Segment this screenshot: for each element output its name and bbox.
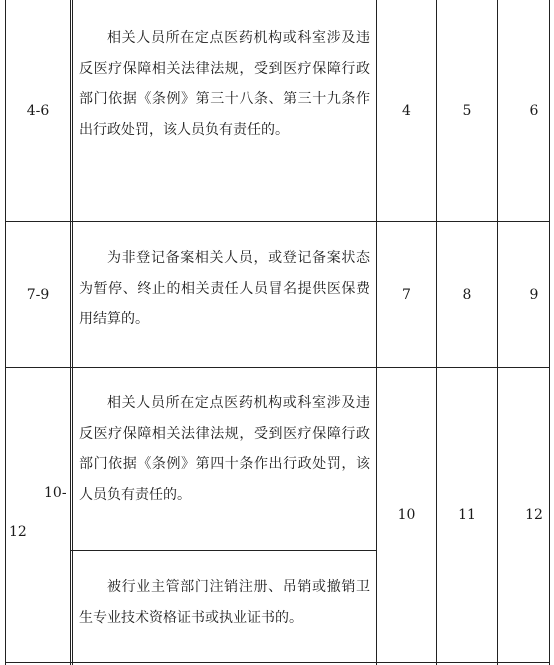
row-description-a: 相关人员所在定点医药机构或科室涉及违反医疗保障相关法律法规，受到医疗保障行政部门依据《条例》第四十条作出行政处罚，该人员负有责任的。	[79, 395, 370, 503]
row-description-b: 被行业主管部门注销注册、吊销或撤销卫生专业技术资格证书或执业证书的。	[79, 579, 370, 626]
row-index-part2: 12	[9, 524, 27, 540]
row-index-part1: 10-	[44, 485, 67, 501]
row-index: 4-6	[26, 102, 50, 119]
value-cell: 9	[529, 286, 539, 303]
value-cell: 10	[397, 507, 416, 523]
value-cell: 7	[402, 286, 411, 303]
row-index: 7-9	[26, 286, 50, 303]
row-description: 相关人员所在定点医药机构或科室涉及违反医疗保障相关法律法规，受到医疗保障行政部门依据《条例》第三十八条、第三十九条作出行政处罚，该人员负有责任的。	[79, 30, 370, 138]
value-cell: 11	[458, 507, 476, 523]
value-cell: 4	[402, 102, 411, 119]
value-cell: 6	[529, 102, 539, 119]
value-cell: 8	[462, 286, 472, 303]
row-description: 为非登记备案相关人员，或登记备案状态为暂停、终止的相关责任人员冒名提供医保费用结算的。	[79, 250, 370, 327]
value-cell: 12	[525, 507, 543, 523]
value-cell: 5	[462, 102, 472, 119]
